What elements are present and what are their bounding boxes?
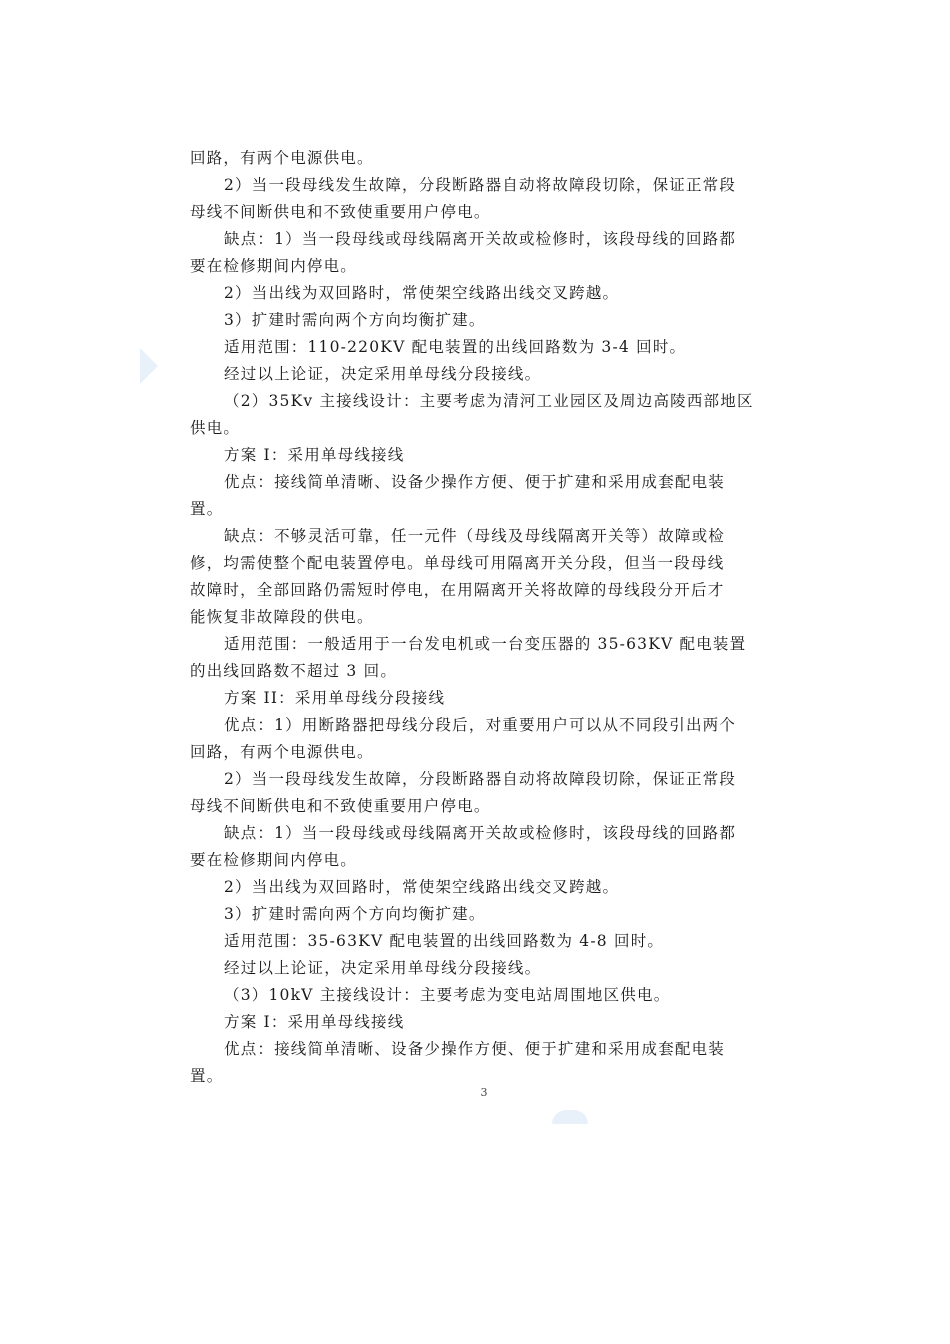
text-line: 2）当一段母线发生故障，分段断路器自动将故障段切除，保证正常段 [224, 770, 737, 788]
text-line: 母线不间断供电和不致使重要用户停电。 [190, 797, 491, 815]
text-line: 3）扩建时需向两个方向均衡扩建。 [224, 905, 486, 923]
text-line: 适用范围：一般适用于一台发电机或一台变压器的 35-63KV 配电装置 [224, 635, 747, 653]
text-line: 2）当一段母线发生故障，分段断路器自动将故障段切除，保证正常段 [224, 176, 737, 194]
watermark-arrow-icon [140, 348, 158, 384]
text-line: 经过以上论证，决定采用单母线分段接线。 [224, 365, 542, 383]
text-line: 修，均需使整个配电装置停电。单母线可用隔离开关分段，但当一段母线 [190, 554, 725, 572]
text-line: 置。 [190, 1067, 224, 1085]
text-line: 经过以上论证，决定采用单母线分段接线。 [224, 959, 542, 977]
text-line: 回路，有两个电源供电。 [190, 743, 374, 761]
text-line: 要在检修期间内停电。 [190, 851, 358, 869]
text-line: 缺点：1）当一段母线或母线隔离开关故或检修时，该段母线的回路都 [224, 824, 737, 842]
text-line: 适用范围：35-63KV 配电装置的出线回路数为 4-8 回时。 [224, 932, 665, 950]
text-line: 供电。 [190, 419, 241, 437]
text-line: 的出线回路数不超过 3 回。 [190, 662, 398, 680]
text-line: 优点：1）用断路器把母线分段后，对重要用户可以从不同段引出两个 [224, 716, 737, 734]
text-line: 2）当出线为双回路时，常使架空线路出线交叉跨越。 [224, 878, 620, 896]
text-line: 适用范围：110-220KV 配电装置的出线回路数为 3-4 回时。 [224, 338, 687, 356]
text-line: 3）扩建时需向两个方向均衡扩建。 [224, 311, 486, 329]
page-number: 3 [480, 1086, 488, 1099]
section-heading: （3）10kV 主接线设计：主要考虑为变电站周围地区供电。 [224, 986, 671, 1004]
text-line: 优点：接线简单清晰、设备少操作方便、便于扩建和采用成套配电装 [224, 1040, 726, 1058]
scheme-heading: 方案 I：采用单母线接线 [224, 1013, 405, 1031]
text-line: 回路，有两个电源供电。 [190, 149, 374, 167]
section-heading: （2）35Kv 主接线设计：主要考虑为清河工业园区及周边高陵西部地区 [224, 392, 754, 410]
text-line: 缺点：1）当一段母线或母线隔离开关故或检修时，该段母线的回路都 [224, 230, 737, 248]
text-line: 故障时，全部回路仍需短时停电，在用隔离开关将故障的母线段分开后才 [190, 581, 725, 599]
scheme-heading: 方案 I：采用单母线接线 [224, 446, 405, 464]
text-line: 优点：接线简单清晰、设备少操作方便、便于扩建和采用成套配电装 [224, 473, 726, 491]
scheme-heading: 方案 II：采用单母线分段接线 [224, 689, 446, 707]
text-line: 母线不间断供电和不致使重要用户停电。 [190, 203, 491, 221]
text-line: 要在检修期间内停电。 [190, 257, 358, 275]
watermark-logo-icon [552, 1110, 588, 1124]
text-line: 缺点：不够灵活可靠，任一元件（母线及母线隔离开关等）故障或检 [224, 527, 726, 545]
text-line: 2）当出线为双回路时，常使架空线路出线交叉跨越。 [224, 284, 620, 302]
text-line: 能恢复非故障段的供电。 [190, 608, 374, 626]
text-line: 置。 [190, 500, 224, 518]
